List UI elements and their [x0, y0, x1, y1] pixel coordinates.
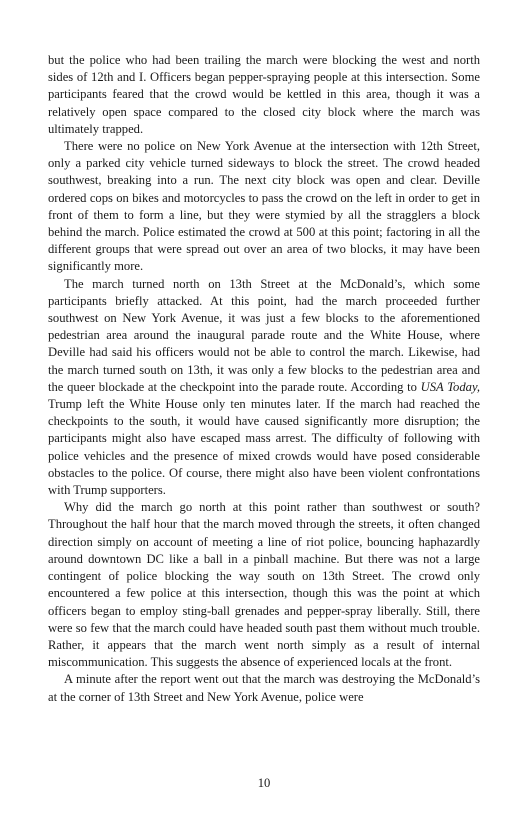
publication-title: USA Today,	[420, 379, 480, 394]
paragraph-4: Why did the march go north at this point rather than southwest or south? Throughout the half hour that the march moved through the streets, it often changed direction simply on account of meeting a line of riot police, bouncing haphazardly around downtown DC like a ball in a pinball machine. But there was not a large contingent of police blocking the way south on 13th Street. The crowd only encountered a few police at this intersection, though this was the point at which officers began to employ sting-ball grenades and pepper-spray liberally. Still, there were so few that the march could have headed south past them without much trouble. Rather, it appears that the march went north simply as a result of internal miscommunication. This suggests the absence of experienced locals at the front.	[48, 500, 480, 670]
paragraph-2: There were no police on New York Avenue at the intersection with 12th Street, only a parked city vehicle turned sideways to block the street. The crowd headed southwest, breaking into a run. The next city block was open and clear. Deville ordered cops on bikes and motorcycles to pass the crowd on the left in order to get in front of them to form a line, but they were stymied by all the stragglers a block behind the march. Police estimated the crowd at 500 at this point; factoring in all the different groups that were spread out over an area of two blocks, it may have been significantly more.	[48, 139, 480, 274]
page-number: 10	[257, 776, 271, 790]
paragraph-1: but the police who had been trailing the march were blocking the west and north sides of 12th and I. Officers began pepper-spraying people at this intersection. Some participants feared that the crowd would be kettled in this area, though it was a relatively open space compared to the closed city block where the march was ultimately trapped.	[48, 53, 480, 136]
paragraph-3-text-before: The march turned north on 13th Street at the McDonald’s, which some participants briefly attacked. At this point, had the march proceeded further southwest on New York Avenue, it was just a few blocks to the aforementioned pedestrian area around the inaugural parade route and the White House, where Deville had said his officers would not be able to control the march. Likewise, had the march turned south on 13th, it was only a few blocks to the pedestrian area and the queer blockade at the checkpoint into the parade route. According to	[48, 276, 480, 394]
paragraph-3	[48, 276, 480, 500]
page-body	[48, 52, 480, 706]
paragraph-3-text-after: Trump left the White House only ten minutes later. If the march had reached the checkpoints to the south, it would have caused significantly more disruption; the participants might also have escaped mass arrest. The difficulty of following with police vehicles and the presence of mixed crowds would have posed considerable obstacles to the police. Of course, there might also have been violent confrontations with Trump supporters.	[48, 397, 480, 498]
paragraph-5: A minute after the report went out that the march was destroying the McDonald’s at the corner of 13th Street and New York Avenue, police were	[48, 672, 480, 704]
